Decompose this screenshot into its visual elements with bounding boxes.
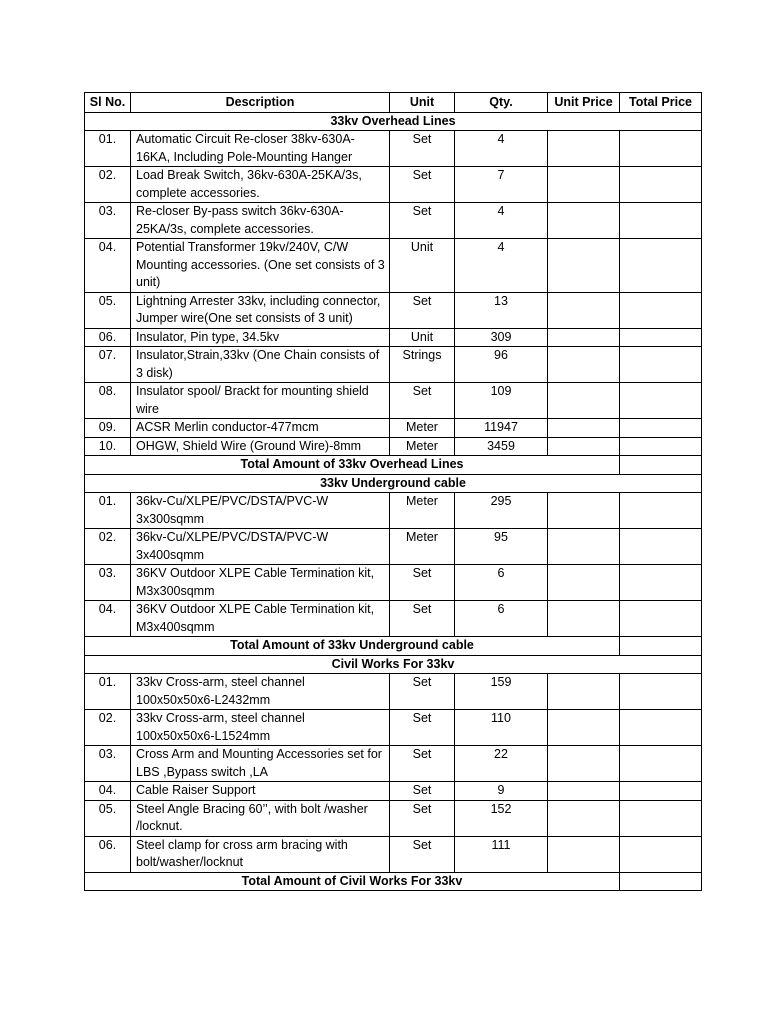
cell-description: Lightning Arrester 33kv, including connector, Jumper wire(One set consists of 3 unit) xyxy=(131,292,390,328)
cell-sl-no: 04. xyxy=(85,601,131,637)
cell-unit-price xyxy=(548,674,620,710)
cell-unit: Meter xyxy=(390,493,455,529)
table-row xyxy=(85,836,702,872)
cell-total-price xyxy=(620,493,702,529)
section-header-row xyxy=(85,474,702,493)
section-title: 33kv Overhead Lines xyxy=(85,112,702,131)
cell-sl-no: 02. xyxy=(85,167,131,203)
cell-sl-no: 03. xyxy=(85,565,131,601)
cell-sl-no: 07. xyxy=(85,347,131,383)
header-total-price: Total Price xyxy=(620,93,702,113)
cell-sl-no: 10. xyxy=(85,437,131,456)
cell-description: Cable Raiser Support xyxy=(131,782,390,801)
cell-qty: 4 xyxy=(455,239,548,293)
table-row xyxy=(85,565,702,601)
table-row xyxy=(85,383,702,419)
section-total-label: Total Amount of 33kv Underground cable xyxy=(85,637,620,656)
header-description: Description xyxy=(131,93,390,113)
cell-unit: Set xyxy=(390,601,455,637)
cell-unit-price xyxy=(548,328,620,347)
cell-description: Steel clamp for cross arm bracing with bolt/washer/locknut xyxy=(131,836,390,872)
cell-description: 36KV Outdoor XLPE Cable Termination kit, M3x400sqmm xyxy=(131,601,390,637)
cell-total-price xyxy=(620,800,702,836)
cell-unit-price xyxy=(548,800,620,836)
cell-total-price xyxy=(620,383,702,419)
bill-of-quantities-table xyxy=(84,92,702,891)
table-row xyxy=(85,437,702,456)
cell-sl-no: 01. xyxy=(85,131,131,167)
cell-qty: 7 xyxy=(455,167,548,203)
cell-description: Insulator spool/ Brackt for mounting shield wire xyxy=(131,383,390,419)
cell-unit: Set xyxy=(390,746,455,782)
cell-qty: 6 xyxy=(455,565,548,601)
cell-unit-price xyxy=(548,292,620,328)
cell-total-price xyxy=(620,203,702,239)
cell-total-price xyxy=(620,292,702,328)
cell-unit-price xyxy=(548,601,620,637)
table-row xyxy=(85,529,702,565)
header-sl-no: Sl No. xyxy=(85,93,131,113)
cell-sl-no: 06. xyxy=(85,836,131,872)
cell-unit: Set xyxy=(390,565,455,601)
cell-sl-no: 03. xyxy=(85,746,131,782)
cell-qty: 4 xyxy=(455,131,548,167)
cell-description: Automatic Circuit Re-closer 38kv-630A-16KA, Including Pole-Mounting Hanger xyxy=(131,131,390,167)
section-title: 33kv Underground cable xyxy=(85,474,702,493)
cell-qty: 95 xyxy=(455,529,548,565)
cell-description: Steel Angle Bracing 60’’, with bolt /washer /locknut. xyxy=(131,800,390,836)
cell-description: Re-closer By-pass switch 36kv-630A-25KA/3s, complete accessories. xyxy=(131,203,390,239)
cell-unit-price xyxy=(548,239,620,293)
cell-unit: Set xyxy=(390,292,455,328)
table-row xyxy=(85,239,702,293)
cell-description: Insulator, Pin type, 34.5kv xyxy=(131,328,390,347)
cell-unit-price xyxy=(548,782,620,801)
cell-total-price xyxy=(620,782,702,801)
cell-qty: 22 xyxy=(455,746,548,782)
cell-description: Cross Arm and Mounting Accessories set for LBS ,Bypass switch ,LA xyxy=(131,746,390,782)
cell-sl-no: 01. xyxy=(85,674,131,710)
section-total-label: Total Amount of 33kv Overhead Lines xyxy=(85,456,620,475)
cell-unit: Set xyxy=(390,167,455,203)
cell-qty: 152 xyxy=(455,800,548,836)
table-row xyxy=(85,710,702,746)
cell-description: ACSR Merlin conductor-477mcm xyxy=(131,419,390,438)
cell-sl-no: 05. xyxy=(85,800,131,836)
table-row xyxy=(85,347,702,383)
section-total-amount xyxy=(620,872,702,891)
cell-unit: Strings xyxy=(390,347,455,383)
cell-unit-price xyxy=(548,493,620,529)
cell-sl-no: 03. xyxy=(85,203,131,239)
table-row xyxy=(85,746,702,782)
table-row xyxy=(85,419,702,438)
cell-sl-no: 02. xyxy=(85,710,131,746)
cell-sl-no: 01. xyxy=(85,493,131,529)
cell-qty: 6 xyxy=(455,601,548,637)
table-row xyxy=(85,167,702,203)
cell-total-price xyxy=(620,565,702,601)
cell-qty: 109 xyxy=(455,383,548,419)
table-row xyxy=(85,131,702,167)
table-row xyxy=(85,674,702,710)
cell-unit: Set xyxy=(390,674,455,710)
header-unit: Unit xyxy=(390,93,455,113)
cell-total-price xyxy=(620,167,702,203)
cell-description: OHGW, Shield Wire (Ground Wire)-8mm xyxy=(131,437,390,456)
table-row xyxy=(85,203,702,239)
table-row xyxy=(85,601,702,637)
cell-sl-no: 05. xyxy=(85,292,131,328)
cell-unit-price xyxy=(548,167,620,203)
cell-unit-price xyxy=(548,565,620,601)
cell-qty: 13 xyxy=(455,292,548,328)
cell-sl-no: 02. xyxy=(85,529,131,565)
cell-total-price xyxy=(620,710,702,746)
cell-sl-no: 04. xyxy=(85,782,131,801)
cell-unit-price xyxy=(548,347,620,383)
cell-unit: Meter xyxy=(390,437,455,456)
table-body xyxy=(85,112,702,891)
section-total-row xyxy=(85,872,702,891)
cell-sl-no: 04. xyxy=(85,239,131,293)
cell-unit-price xyxy=(548,529,620,565)
cell-total-price xyxy=(620,601,702,637)
cell-unit-price xyxy=(548,710,620,746)
cell-description: 33kv Cross-arm, steel channel 100x50x50x6-L2432mm xyxy=(131,674,390,710)
cell-unit: Set xyxy=(390,836,455,872)
table-row xyxy=(85,292,702,328)
section-title: Civil Works For 33kv xyxy=(85,655,702,674)
cell-total-price xyxy=(620,746,702,782)
cell-unit-price xyxy=(548,836,620,872)
section-total-row xyxy=(85,456,702,475)
header-unit-price: Unit Price xyxy=(548,93,620,113)
cell-description: 36kv-Cu/XLPE/PVC/DSTA/PVC-W 3x400sqmm xyxy=(131,529,390,565)
header-qty: Qty. xyxy=(455,93,548,113)
cell-unit-price xyxy=(548,383,620,419)
cell-qty: 309 xyxy=(455,328,548,347)
table-row xyxy=(85,493,702,529)
cell-sl-no: 08. xyxy=(85,383,131,419)
cell-qty: 111 xyxy=(455,836,548,872)
cell-description: 33kv Cross-arm, steel channel 100x50x50x6-L1524mm xyxy=(131,710,390,746)
cell-unit: Set xyxy=(390,203,455,239)
cell-unit-price xyxy=(548,419,620,438)
cell-qty: 295 xyxy=(455,493,548,529)
section-header-row xyxy=(85,655,702,674)
cell-total-price xyxy=(620,239,702,293)
cell-qty: 4 xyxy=(455,203,548,239)
cell-total-price xyxy=(620,328,702,347)
cell-qty: 11947 xyxy=(455,419,548,438)
cell-total-price xyxy=(620,836,702,872)
header-row xyxy=(85,93,702,113)
cell-unit: Set xyxy=(390,131,455,167)
cell-unit: Set xyxy=(390,383,455,419)
cell-unit-price xyxy=(548,746,620,782)
cell-unit: Set xyxy=(390,800,455,836)
cell-unit-price xyxy=(548,203,620,239)
cell-qty: 9 xyxy=(455,782,548,801)
cell-unit: Meter xyxy=(390,529,455,565)
cell-qty: 96 xyxy=(455,347,548,383)
cell-sl-no: 09. xyxy=(85,419,131,438)
table-row xyxy=(85,328,702,347)
cell-unit: Set xyxy=(390,782,455,801)
cell-description: 36kv-Cu/XLPE/PVC/DSTA/PVC-W 3x300sqmm xyxy=(131,493,390,529)
cell-unit-price xyxy=(548,437,620,456)
section-total-row xyxy=(85,637,702,656)
cell-description: Potential Transformer 19kv/240V, C/W Mounting accessories. (One set consists of 3 unit) xyxy=(131,239,390,293)
cell-description: Load Break Switch, 36kv-630A-25KA/3s, complete accessories. xyxy=(131,167,390,203)
cell-total-price xyxy=(620,437,702,456)
cell-total-price xyxy=(620,529,702,565)
cell-total-price xyxy=(620,347,702,383)
table-row xyxy=(85,782,702,801)
cell-unit: Unit xyxy=(390,239,455,293)
cell-total-price xyxy=(620,131,702,167)
cell-total-price xyxy=(620,419,702,438)
cell-unit-price xyxy=(548,131,620,167)
cell-unit: Meter xyxy=(390,419,455,438)
section-header-row xyxy=(85,112,702,131)
cell-description: 36KV Outdoor XLPE Cable Termination kit, M3x300sqmm xyxy=(131,565,390,601)
cell-qty: 159 xyxy=(455,674,548,710)
cell-total-price xyxy=(620,674,702,710)
cell-unit: Unit xyxy=(390,328,455,347)
cell-qty: 3459 xyxy=(455,437,548,456)
section-total-label: Total Amount of Civil Works For 33kv xyxy=(85,872,620,891)
cell-unit: Set xyxy=(390,710,455,746)
section-total-amount xyxy=(620,637,702,656)
table-row xyxy=(85,800,702,836)
cell-sl-no: 06. xyxy=(85,328,131,347)
section-total-amount xyxy=(620,456,702,475)
cell-description: Insulator,Strain,33kv (One Chain consists of 3 disk) xyxy=(131,347,390,383)
cell-qty: 110 xyxy=(455,710,548,746)
